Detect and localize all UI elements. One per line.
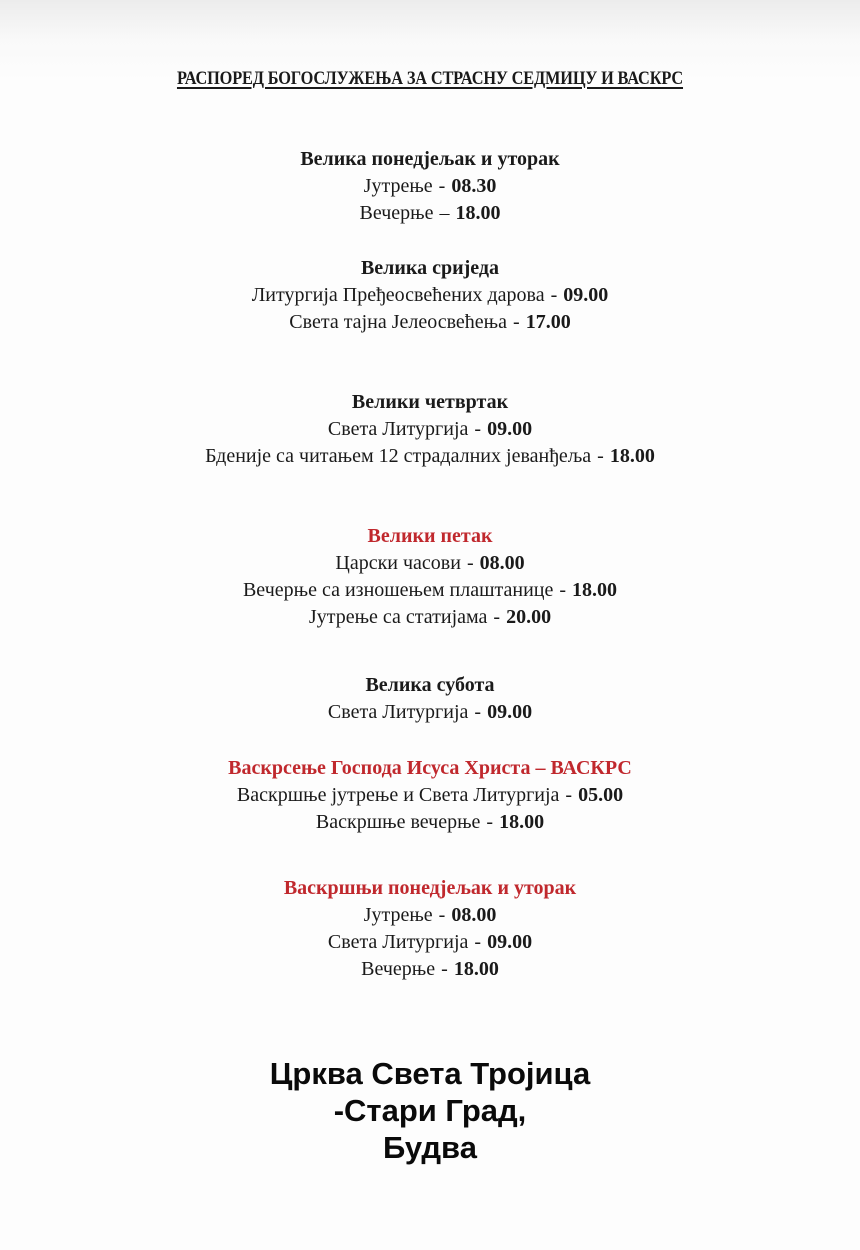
section-heading: Велика сриједа <box>360 257 500 279</box>
service-name: Литургија Пређеосвећених дарова <box>251 284 545 306</box>
schedule-row <box>0 550 860 577</box>
separator: - <box>438 904 446 926</box>
schedule-section-holy-thursday <box>0 389 860 470</box>
section-heading: Велика понедјељак и уторак <box>300 148 560 170</box>
separator: - <box>474 931 482 953</box>
service-time: 09.00 <box>563 284 609 306</box>
section-heading: Велики четвртак <box>351 391 509 413</box>
church-name: Црква Света Тројица <box>269 1056 591 1091</box>
service-time: 18.00 <box>609 445 655 467</box>
schedule-row <box>0 443 860 470</box>
church-district: -Стари Град, <box>333 1093 527 1128</box>
schedule-row <box>0 282 860 309</box>
schedule-row <box>0 929 860 956</box>
service-time: 17.00 <box>525 311 571 333</box>
service-time: 18.00 <box>455 202 501 224</box>
separator: – <box>439 202 450 224</box>
service-name: Вечерње <box>359 202 434 224</box>
service-name: Вечерње <box>361 958 436 980</box>
schedule-section-holy-wednesday <box>0 255 860 336</box>
schedule-section-holy-saturday <box>0 672 860 726</box>
service-name: Царски часови <box>335 552 461 574</box>
schedule-row <box>0 699 860 726</box>
schedule-section-holy-monday-tuesday <box>0 146 860 227</box>
separator: - <box>597 445 604 467</box>
service-name: Васкршње вечерње <box>315 811 481 833</box>
separator: - <box>559 579 567 601</box>
section-heading: Васкрсење Господа Исуса Христа – ВАСКРС <box>228 757 632 779</box>
service-name: Јутрење <box>363 904 433 926</box>
schedule-row <box>0 173 860 200</box>
service-name: Васкршње јутрење и Света Литургија <box>236 784 560 806</box>
service-time: 18.00 <box>572 579 618 601</box>
service-name: Јутрење са статијама <box>308 606 488 628</box>
schedule-row <box>0 809 860 836</box>
separator: - <box>513 311 520 333</box>
separator: - <box>493 606 501 628</box>
section-heading: Велики петак <box>367 525 493 547</box>
separator: - <box>474 701 482 723</box>
schedule-row <box>0 200 860 227</box>
separator: - <box>441 958 448 980</box>
service-name: Јутрење <box>363 175 433 197</box>
service-time: 18.00 <box>499 811 545 833</box>
service-name: Света Литургија <box>327 418 469 440</box>
separator: - <box>550 284 558 306</box>
church-city: Будва <box>383 1130 477 1165</box>
separator: - <box>466 552 474 574</box>
service-name: Вечерње са изношењем плаштанице <box>242 579 554 601</box>
service-time: 18.00 <box>453 958 499 980</box>
separator: - <box>565 784 573 806</box>
schedule-row <box>0 604 860 631</box>
page-title: РАСПОРЕД БОГОСЛУЖЕЊА ЗА СТРАСНУ СЕДМИЦУ И ВАСКРС <box>176 68 684 89</box>
schedule-section-good-friday <box>0 523 860 631</box>
schedule-row <box>0 577 860 604</box>
service-time: 08.00 <box>479 552 525 574</box>
service-name: Света Литургија <box>327 931 469 953</box>
service-time: 08.30 <box>451 175 497 197</box>
schedule-row <box>0 782 860 809</box>
service-name: Света тајна Јелеосвећења <box>289 311 508 333</box>
schedule-row <box>0 416 860 443</box>
section-heading: Васкршњи понедјељак и уторак <box>283 877 577 899</box>
schedule-section-easter <box>0 755 860 836</box>
service-time: 09.00 <box>487 418 533 440</box>
schedule-row <box>0 309 860 336</box>
service-time: 09.00 <box>487 701 533 723</box>
service-time: 08.00 <box>451 904 497 926</box>
schedule-row <box>0 956 860 983</box>
service-time: 05.00 <box>578 784 624 806</box>
church-signature <box>0 1055 860 1166</box>
service-time: 20.00 <box>506 606 552 628</box>
schedule-row <box>0 902 860 929</box>
service-name: Света Литургија <box>327 701 469 723</box>
separator: - <box>486 811 494 833</box>
service-name: Бденије са читањем 12 страдалних јеванђеља <box>205 445 592 467</box>
separator: - <box>474 418 482 440</box>
separator: - <box>438 175 446 197</box>
schedule-section-easter-monday-tuesday <box>0 875 860 983</box>
service-time: 09.00 <box>487 931 533 953</box>
section-heading: Велика субота <box>365 674 495 696</box>
